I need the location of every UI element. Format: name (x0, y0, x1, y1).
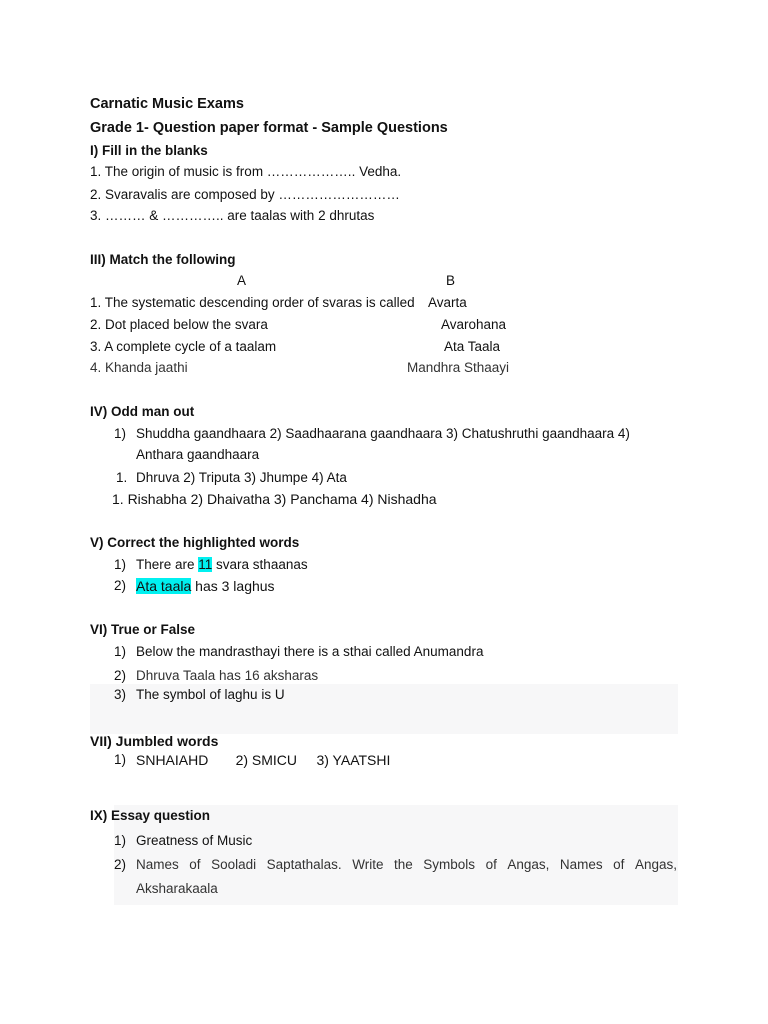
section-true-false-heading: VI) True or False (90, 622, 196, 637)
tf-q1-text: Below the mandrasthayi there is a sthai called Anumandra (136, 644, 484, 659)
correct-q1-text (136, 556, 308, 574)
highlighted-word-ata-taala: Ata taala (136, 578, 192, 594)
essay-q2-word: of (485, 857, 497, 872)
match-row-3-right: Ata Taala (444, 339, 501, 354)
essay-q1-text: Greatness of Music (136, 833, 253, 848)
odd-q1-number: 1) (114, 426, 127, 441)
essay-q2-word: Symbols (423, 857, 476, 872)
odd-q1-line2: Anthara gaandhaara (136, 447, 260, 462)
correct-q1-post: svara sthaanas (212, 557, 308, 572)
section-fill-blanks-heading: I) Fill in the blanks (90, 143, 208, 158)
essay-q2-word: Write (352, 857, 384, 872)
fill-blank-q1: 1. The origin of music is from ……………….. Vedha. (90, 164, 402, 179)
odd-q1-line1: Shuddha gaandhaara 2) Saadhaarana gaandhaara 3) Chatushruthi gaandhaara 4) (136, 426, 630, 441)
match-col-b-header: B (446, 273, 456, 288)
section-correct-words-heading: V) Correct the highlighted words (90, 535, 300, 550)
odd-q2-number: 1. (116, 470, 128, 485)
section-odd-man-out-heading: IV) Odd man out (90, 404, 195, 419)
correct-q2-text (136, 577, 275, 595)
tf-q2-number: 2) (114, 668, 127, 683)
match-row-1-left: 1. The systematic descending order of svaras is called (90, 295, 415, 310)
match-row-3-left: 3. A complete cycle of a taalam (90, 339, 277, 354)
document-title: Carnatic Music Exams (90, 96, 244, 112)
match-row-2-left: 2. Dot placed below the svara (90, 317, 268, 332)
correct-q1-number: 1) (114, 557, 127, 572)
match-row-1-right: Avarta (428, 295, 467, 310)
jumbled-q1-number: 1) (114, 752, 127, 767)
correct-q2-number: 2) (114, 578, 127, 593)
essay-q2-word: the (393, 857, 413, 872)
essay-q2-word: Names (559, 857, 603, 872)
essay-q2-word: Angas, (507, 857, 550, 872)
essay-q1-number: 1) (114, 833, 127, 848)
match-row-4-right: Mandhra Sthaayi (407, 360, 510, 375)
essay-q2-word: Sooladi (211, 857, 257, 872)
match-row-4-left: 4. Khanda jaathi (90, 360, 188, 375)
section-match-heading: III) Match the following (90, 252, 236, 267)
essay-q2-number: 2) (114, 857, 127, 872)
tf-q3-number: 3) (114, 687, 127, 702)
section-jumbled-heading: VII) Jumbled words (90, 733, 219, 749)
match-row-2-right: Avarohana (441, 317, 507, 332)
essay-q2-word: Saptathalas. (266, 857, 342, 872)
section-essay-heading: IX) Essay question (90, 808, 211, 823)
correct-q2-post: has 3 laghus (191, 578, 275, 594)
fill-blank-q3: 3. ……… & ………….. are taalas with 2 dhrutas (90, 208, 375, 223)
essay-q2-word: Angas, (634, 857, 677, 872)
match-col-a-header: A (237, 273, 247, 288)
essay-q2-word: Names (136, 857, 179, 872)
essay-q2-word: of (189, 857, 201, 872)
essay-q2-line2: Aksharakaala (136, 881, 218, 896)
odd-q3-text: 1. Rishabha 2) Dhaivatha 3) Panchama 4) Nishadha (112, 491, 437, 507)
odd-q2-text: Dhruva 2) Triputa 3) Jhumpe 4) Ata (136, 470, 347, 485)
correct-q1-pre: There are (136, 557, 199, 572)
essay-q2-word: of (613, 857, 625, 872)
document-subtitle: Grade 1- Question paper format - Sample Questions (90, 120, 448, 136)
tf-q2-text: Dhruva Taala has 16 aksharas (136, 668, 319, 683)
tf-q3-text: The symbol of laghu is U (136, 687, 285, 702)
essay-q2-line1 (136, 856, 677, 874)
jumbled-q1-text: SNHAIAHD 2) SMICU 3) YAATSHI (136, 752, 391, 768)
tf-q1-number: 1) (114, 644, 127, 659)
fill-blank-q2: 2. Svaravalis are composed by ……………………… (90, 187, 400, 202)
highlighted-word-11: 11 (198, 557, 213, 572)
